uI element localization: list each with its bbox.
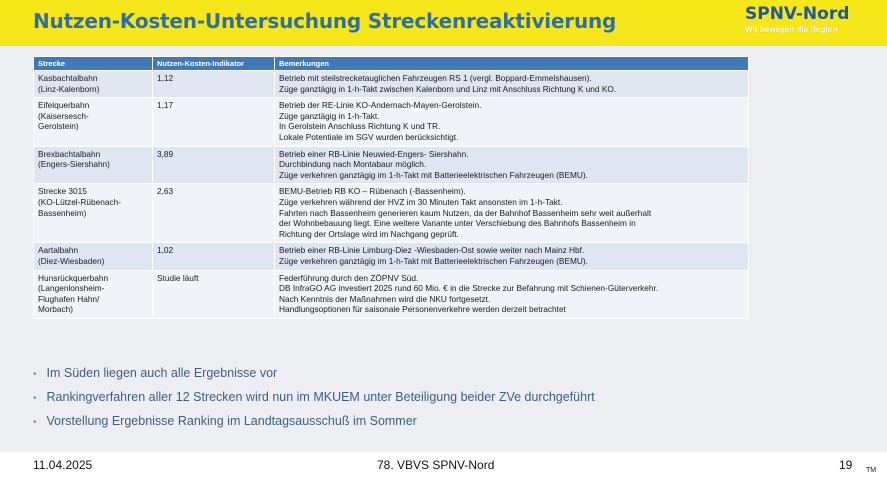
bemerkung-line: Betrieb mit steilstrecketauglichen Fahrzeugen RS 1 (vergl. Boppard-Emmelshausen). <box>279 73 592 83</box>
results-table <box>33 56 749 319</box>
footer-page-number: 19 <box>839 458 853 472</box>
table-row <box>34 98 749 146</box>
strecke-line: Aartalbahn <box>38 245 79 256</box>
table-row <box>34 270 749 318</box>
bullet-text: Im Süden liegen auch alle Ergebnisse vor <box>46 366 278 380</box>
strecke-line: Morbach) <box>38 304 74 315</box>
bullet-text: Vorstellung Ergebnisse Ranking im Landtagsausschuß im Sommer <box>46 414 417 428</box>
table-header-row <box>34 57 749 71</box>
cell-nki: 1,02 <box>153 243 275 270</box>
bemerkung-line: Züge ganztägig in 1-h-Takt. <box>279 110 380 121</box>
cell-nki: 1,17 <box>153 98 275 146</box>
bemerkung-line: Betrieb einer RB-Linie Neuwied-Engers- Siershahn. <box>279 148 469 159</box>
bullet-list <box>33 366 595 438</box>
bemerkung-line: Betrieb der RE-Linie KO-Andernach-Mayen-Gerolstein. <box>279 100 482 111</box>
bullet-icon: • <box>33 369 37 380</box>
footer-event: 78. VBVS SPNV-Nord <box>377 458 495 472</box>
strecke-line: Hunsrückquerbahn <box>38 272 109 283</box>
column-header-nki: Nutzen-Kosten-Indikator <box>153 57 275 71</box>
page-title: Nutzen-Kosten-Untersuchung Streckenreaktivierung <box>33 9 617 33</box>
strecke-line: Kasbachtalbahn <box>38 73 98 83</box>
bemerkung-line: BEMU-Betrieb RB KO – Rübenach (-Bassenheim). <box>279 186 466 197</box>
cell-strecke <box>34 98 153 146</box>
bemerkung-line: Federführung durch den ZÖPNV Süd. <box>279 272 419 283</box>
table-row <box>34 243 749 270</box>
strecke-line: (Diez-Wiesbaden) <box>38 255 105 266</box>
cell-nki: 3,89 <box>153 146 275 184</box>
bemerkung-line: Handlungsoptionen für saisonale Personenverkehre werden derzeit betrachtet <box>279 304 566 315</box>
bullet-item <box>33 414 595 438</box>
cell-bemerkungen <box>275 243 749 270</box>
strecke-line: (Linz-Kalenborn) <box>38 83 100 94</box>
bemerkung-line: DB InfraGO AG investiert 2025 rund 60 Mio. € in die Strecke zur Befahrung mit Schienen-Güterverkehr. <box>279 283 659 294</box>
strecke-line: Brexbachtalbahn <box>38 148 101 159</box>
bullet-item <box>33 366 595 390</box>
brand-name: SPNV-Nord <box>745 4 850 24</box>
cell-bemerkungen <box>275 98 749 146</box>
bemerkung-line: Betrieb einer RB-Linie Limburg-Diez -Wiesbaden-Ost sowie weiter nach Mainz Hbf. <box>279 245 585 256</box>
bullet-item <box>33 390 595 414</box>
bemerkung-line: Richtung der Ortslage wird im Nachgang geprüft. <box>279 228 459 239</box>
cell-nki: 1,12 <box>153 71 275 98</box>
bemerkung-line: Züge ganztägig in 1-h-Takt zwischen Kalenborn und Linz mit Anschluss Richtung K und KO. <box>279 83 617 94</box>
strecke-line: Flughafen Hahn/ <box>38 293 100 304</box>
strecke-line: (Kaisersesch- <box>38 110 89 121</box>
bemerkung-line: Nach Kenntnis der Maßnahmen wird die NKU fortgesetzt. <box>279 293 491 304</box>
brand-logo <box>745 5 863 35</box>
bemerkung-line: Züge verkehren während der HVZ im 30 Minuten Takt ansonsten im 1-h-Takt. <box>279 196 563 207</box>
bemerkung-line: In Gerolstein Anschluss Richtung K und TR. <box>279 121 441 132</box>
bemerkung-line: Züge verkehren ganztägig im 1-h-Takt mit Batterieelektrischen Fahrzeugen (BEMU). <box>279 169 588 180</box>
table-row <box>34 146 749 184</box>
bullet-icon: • <box>33 417 37 428</box>
strecke-line: (Engers-Siershahn) <box>38 159 110 170</box>
bemerkung-line: Durchbindung nach Montabaur möglich. <box>279 159 427 170</box>
brand-tagline: Wir bewegen die Region <box>745 25 838 34</box>
strecke-line: Eifelquerbahn <box>38 100 90 111</box>
bemerkung-line: Lokale Potentiale im SGV wurden berücksichtigt. <box>279 131 459 142</box>
strecke-line: Strecke 3015 <box>38 186 87 197</box>
strecke-line: (KO-Lützel-Rübenach- <box>38 196 122 207</box>
cell-nki: 2,63 <box>153 184 275 243</box>
strecke-line: (Langenlonsheim- <box>38 283 105 294</box>
bullet-text: Rankingverfahren aller 12 Strecken wird nun im MKUEM unter Beteiligung beider ZVe durchgeführt <box>46 390 595 404</box>
cell-bemerkungen <box>275 184 749 243</box>
bemerkung-line: der Wohnbebauung liegt. Eine weitere Variante unter Verschiebung des Bahnhofs Bassenheim in <box>279 218 636 229</box>
footer-date: 11.04.2025 <box>33 458 93 472</box>
cell-strecke <box>34 184 153 243</box>
column-header-strecke: Strecke <box>34 57 153 71</box>
table-row <box>34 71 749 98</box>
strecke-line: Gerolstein) <box>38 121 79 132</box>
header-bar <box>0 0 887 46</box>
column-header-bemerkungen: Bemerkungen <box>275 57 749 71</box>
bullet-icon: • <box>33 393 37 404</box>
cell-strecke <box>34 243 153 270</box>
cell-strecke <box>34 71 153 98</box>
table-row <box>34 184 749 243</box>
cell-nki: Studie läuft <box>153 270 275 318</box>
cell-strecke <box>34 146 153 184</box>
cell-bemerkungen <box>275 146 749 184</box>
strecke-line: Bassenheim) <box>38 207 87 218</box>
footer-trademark: TM <box>866 467 877 474</box>
cell-strecke <box>34 270 153 318</box>
cell-bemerkungen <box>275 270 749 318</box>
cell-bemerkungen <box>275 71 749 98</box>
bemerkung-line: Züge verkehren ganztägig im 1-h-Takt mit Batterieelektrischen Fahrzeugen (BEMU). <box>279 255 588 266</box>
bemerkung-line: Fahrten nach Bassenheim generieren kaum Nutzen, da der Bahnhof Bassenheim sehr weit außerhalt <box>279 207 652 218</box>
